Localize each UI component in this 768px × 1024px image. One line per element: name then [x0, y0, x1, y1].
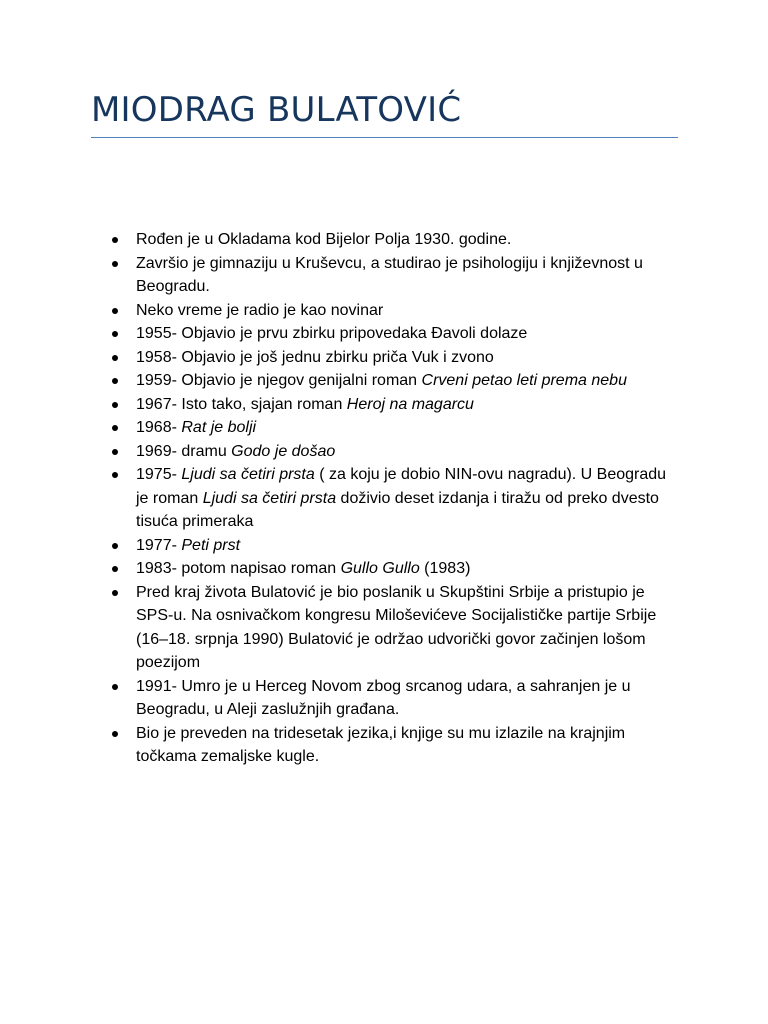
bullet-icon [112, 237, 118, 243]
list-item: 1975- Ljudi sa četiri prsta ( za koju je dobio NIN-ovu nagradu). U Beogradu je roman Ljudi sa četiri prsta doživio deset izdanja i tiražu od preko dvesto tisuća primeraka [112, 463, 682, 534]
bullet-icon [112, 684, 118, 690]
bullet-icon [112, 355, 118, 361]
bullet-icon [112, 261, 118, 267]
title-underline [91, 137, 678, 138]
document-title: MIODRAG BULATOVIĆ [91, 90, 462, 130]
bullet-icon [112, 331, 118, 337]
list-item: Neko vreme je radio je kao novinar [112, 299, 682, 323]
bullet-icon [112, 425, 118, 431]
list-item: Završio je gimnaziju u Kruševcu, a studirao je psihologiju i književnost u Beogradu. [112, 252, 682, 299]
bullet-icon [112, 543, 118, 549]
bullet-icon [112, 566, 118, 572]
bullet-icon [112, 731, 118, 737]
list-item: Bio je preveden na tridesetak jezika,i knjige su mu izlazile na krajnjim točkama zemaljske kugle. [112, 722, 682, 769]
bullet-icon [112, 402, 118, 408]
bullet-icon [112, 449, 118, 455]
list-item: 1969- dramu Godo je došao [112, 440, 682, 464]
bullet-icon [112, 590, 118, 596]
list-item: 1977- Peti prst [112, 534, 682, 558]
bullet-icon [112, 472, 118, 478]
list-item: 1983- potom napisao roman Gullo Gullo (1983) [112, 557, 682, 581]
bullet-list [112, 228, 682, 769]
list-item: Pred kraj života Bulatović je bio poslanik u Skupštini Srbije a pristupio je SPS-u. Na osnivačkom kongresu Miloševićeve Socijalističke partije Srbije (16–18. srpnja 1990) Bulatović je održao udvorički govor začinjen lošom poezijom [112, 581, 682, 675]
bullet-icon [112, 378, 118, 384]
list-item: Rođen je u Okladama kod Bijelor Polja 1930. godine. [112, 228, 682, 252]
list-item: 1967- Isto tako, sjajan roman Heroj na magarcu [112, 393, 682, 417]
bullet-icon [112, 308, 118, 314]
list-item: 1958- Objavio je još jednu zbirku priča Vuk i zvono [112, 346, 682, 370]
list-item: 1991- Umro je u Herceg Novom zbog srcanog udara, a sahranjen je u Beogradu, u Aleji zaslužnjih građana. [112, 675, 682, 722]
list-item: 1968- Rat je bolji [112, 416, 682, 440]
list-item: 1959- Objavio je njegov genijalni roman Crveni petao leti prema nebu [112, 369, 682, 393]
list-item: 1955- Objavio je prvu zbirku pripovedaka Đavoli dolaze [112, 322, 682, 346]
